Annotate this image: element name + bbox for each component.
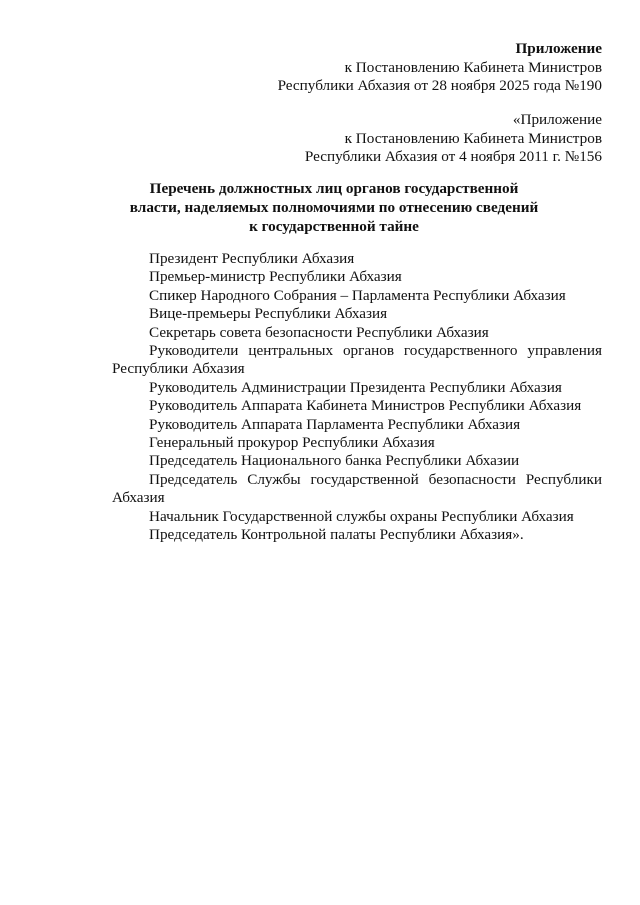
- list-item: Вице-премьеры Республики Абхазия: [149, 305, 388, 323]
- list-item: Руководитель Аппарата Кабинета Министров Республики Абхазия: [149, 397, 582, 415]
- list-item: Руководитель Администрации Президента Республики Абхазия: [149, 378, 562, 396]
- list-item: Руководители центральных органов государственного управления Республики Абхазия: [112, 342, 602, 378]
- quoted-appendix-resolution-line: к Постановлению Кабинета Министров: [344, 129, 602, 147]
- list-item: Председатель Службы государственной безопасности Республики Абхазия: [112, 470, 602, 507]
- quoted-appendix-label: «Приложение: [512, 111, 602, 128]
- quoted-appendix-header: [305, 111, 602, 167]
- title-line-3: к государственной тайне: [249, 218, 419, 235]
- appendix-header: [278, 40, 602, 96]
- list-item: Председатель Национального банка Республики Абхазии: [149, 452, 520, 470]
- quoted-appendix-date-line: Республики Абхазия от 4 ноября 2011 г. №156: [304, 148, 602, 165]
- list-item: Секретарь совета безопасности Республики Абхазия: [149, 323, 489, 341]
- list-item: Генеральный прокурор Республики Абхазия: [149, 434, 435, 452]
- list-item: Президент Республики Абхазия: [149, 250, 355, 267]
- list-item: Начальник Государственной службы охраны Республики Абхазия: [149, 507, 574, 525]
- title-line-2: власти, наделяемых полномочиями по отнесению сведений: [129, 199, 539, 216]
- appendix-label: Приложение: [515, 40, 602, 57]
- officials-list: [112, 250, 602, 545]
- title-line-1: Перечень должностных лиц органов государственной: [149, 180, 519, 197]
- list-item: Спикер Народного Собрания – Парламента Республики Абхазия: [149, 286, 566, 304]
- list-item: Руководитель Аппарата Парламента Республики Абхазия: [149, 415, 521, 433]
- list-item: Председатель Контрольной палаты Республики Абхазия».: [149, 526, 524, 544]
- list-item: Премьер-министр Республики Абхазия: [149, 268, 402, 286]
- appendix-resolution-line: к Постановлению Кабинета Министров: [344, 58, 602, 76]
- appendix-date-line: Республики Абхазия от 28 ноября 2025 года №190: [277, 77, 602, 94]
- document-title: [0, 179, 640, 236]
